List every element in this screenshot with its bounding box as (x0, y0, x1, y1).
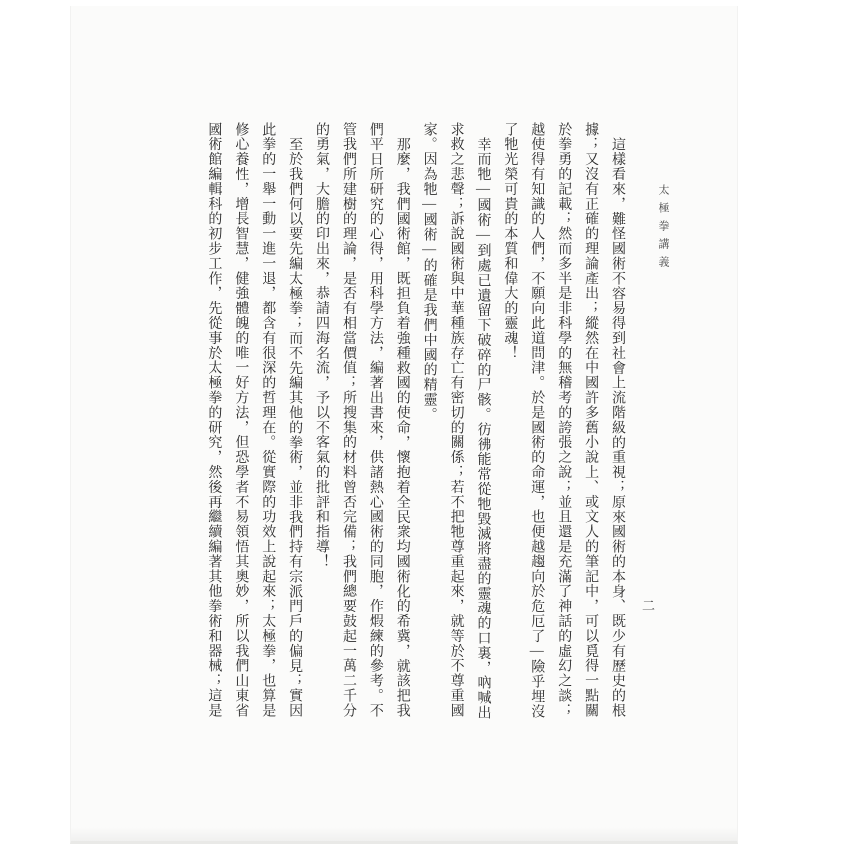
vertical-text-block (195, 122, 630, 721)
paragraph-2: 幸而牠—國術—到處已遺留下破碎的尸骸。彷彿能常從牠毀滅將盡的靈魂的口裏，吶喊出求救之悲聲；訴說國術與中華種族存亡有密切的關係；若不把牠尊重起來，就等於不尊重國家。因為牠—國術—的確是我們中國的精靈。 (421, 122, 491, 721)
paragraph-3: 那麼，我們國術館，既担負着強種救國的使命，懷抱着全民衆均國術化的希冀，就該把我們平日所研究的心得，用科學方法，編著出書來，供諸熱心國術的同胞，作煆練的參考。不管我們所建樹的理論，是否有相當價值；所搜集的材料曾否完備；我們總要鼓起一萬二千分的勇氣，大膽的印出來，恭請四海名流，予以不客氣的批評和指導！ (314, 122, 410, 719)
page-number: 二 (642, 598, 656, 613)
paragraph-4: 至於我們何以要先編太極拳；而不先編其他的拳術，並非我們持有宗派門戶的偏見；實因此拳的一舉一動一進一退，都含有很深的哲理在。從實際的功效上說起來；太極拳，也算是修心養性，增長智慧，健強體魄的唯一好方法，但恐學者不易領悟其奧妙，所以我們山東省國術館編輯科的初步工作，先從事於太極拳的研究，然後再繼續編著其他拳術和器械；這是 (206, 122, 303, 719)
running-head-title: 太極拳講義 (657, 184, 669, 274)
paragraph-1: 這樣看來，難怪國術不容易得到社會上流階級的重視；原來國術的本身、既少有歷史的根據；又沒有正確的理論產出；縱然在中國許多舊小說上、或文人的筆記中，可以覓得一點關於拳勇的記載；然而多半是非科學的無稽考的誇張之說；並且還是充滿了神話的虛幻之談；越使得有知識的人們，不願向此道問津。於是國術的命運，也便越趨向於危厄了—險乎埋沒了牠光榮可貴的本質和偉大的靈魂！ (502, 122, 625, 719)
book-page-scan (70, 6, 738, 844)
